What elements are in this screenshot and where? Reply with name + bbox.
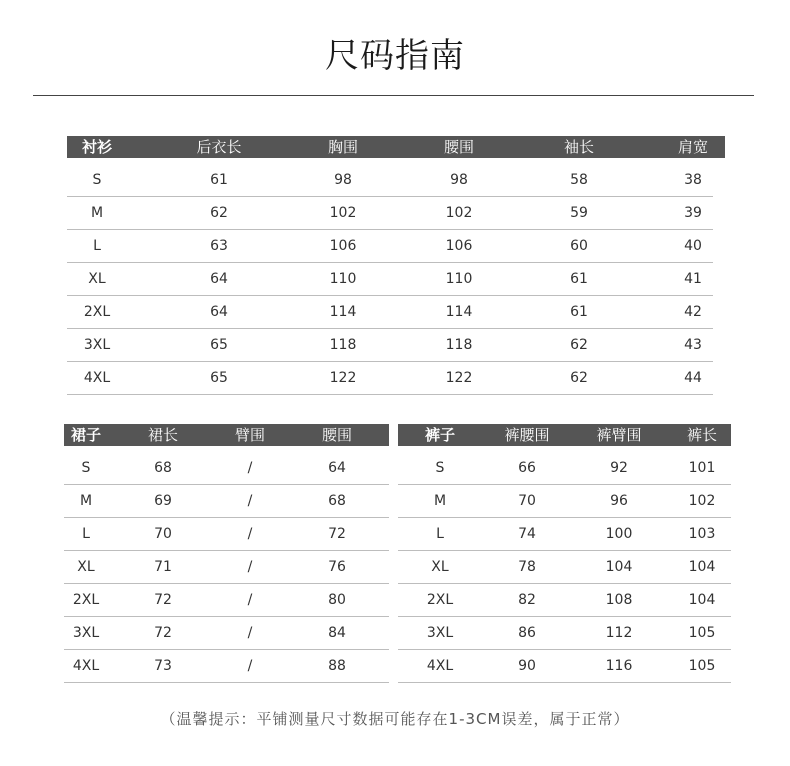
table-cell: 100 [605, 526, 633, 542]
table-cell: 39 [684, 205, 702, 221]
table-cell: 88 [328, 658, 346, 674]
table-row [64, 452, 389, 485]
table-row [398, 650, 731, 683]
table-cell: 58 [570, 172, 588, 188]
size-label: M [79, 493, 93, 509]
table-cell: 92 [610, 460, 628, 476]
table-cell: 61 [210, 172, 228, 188]
table-cell: 61 [570, 304, 588, 320]
column-header: 肩宽 [677, 138, 709, 156]
table-cell: 72 [154, 592, 172, 608]
table-cell: / [247, 658, 253, 674]
size-label: 4XL [72, 658, 100, 674]
table-row [67, 263, 725, 296]
table-cell: 102 [329, 205, 357, 221]
column-header: 裤子 [424, 426, 456, 444]
table-cell: 73 [154, 658, 172, 674]
table-cell: 104 [688, 559, 716, 575]
table-row [67, 296, 725, 329]
column-header: 衬衫 [81, 138, 113, 156]
column-header: 腰围 [443, 138, 475, 156]
table-cell: 76 [328, 559, 346, 575]
table-row [64, 551, 389, 584]
size-label: 3XL [426, 625, 454, 641]
column-header: 裙长 [147, 426, 179, 444]
table-cell: 80 [328, 592, 346, 608]
table-cell: 65 [210, 370, 228, 386]
table-cell: 64 [210, 304, 228, 320]
column-header: 裙子 [70, 426, 102, 444]
table-cell: 82 [518, 592, 536, 608]
table-cell: 104 [688, 592, 716, 608]
table-cell: 38 [684, 172, 702, 188]
size-label: 2XL [426, 592, 454, 608]
column-header: 胸围 [327, 138, 359, 156]
table-cell: 106 [445, 238, 473, 254]
size-label: L [436, 526, 444, 542]
column-header: 裤腰围 [504, 426, 550, 444]
size-label: L [82, 526, 90, 542]
table-cell: 62 [210, 205, 228, 221]
table-cell: 96 [610, 493, 628, 509]
table-row [67, 197, 725, 230]
column-header: 腰围 [321, 426, 353, 444]
size-label: L [93, 238, 101, 254]
size-label: S [92, 172, 102, 188]
table-cell: 98 [334, 172, 352, 188]
table-cell: 118 [329, 337, 357, 353]
table-cell: 60 [570, 238, 588, 254]
table-cell: 103 [688, 526, 716, 542]
table-cell: 42 [684, 304, 702, 320]
table-cell: 40 [684, 238, 702, 254]
table-cell: 59 [570, 205, 588, 221]
table-cell: / [247, 559, 253, 575]
size-label: S [81, 460, 91, 476]
table-row [398, 518, 731, 551]
table-cell: 105 [688, 658, 716, 674]
table-cell: / [247, 460, 253, 476]
table-row [398, 584, 731, 617]
table-cell: 110 [329, 271, 357, 287]
table-row [64, 617, 389, 650]
table-row [398, 617, 731, 650]
column-header: 裤臂围 [596, 426, 642, 444]
table-cell: 112 [605, 625, 633, 641]
table-cell: 68 [328, 493, 346, 509]
size-label: XL [77, 559, 95, 575]
table-cell: 108 [605, 592, 633, 608]
table-cell: 122 [445, 370, 473, 386]
table-row [64, 485, 389, 518]
shirt-header-row [67, 136, 725, 158]
table-cell: 78 [518, 559, 536, 575]
table-cell: / [247, 526, 253, 542]
table-cell: 122 [329, 370, 357, 386]
table-cell: 62 [570, 370, 588, 386]
table-cell: 86 [518, 625, 536, 641]
table-cell: 69 [154, 493, 172, 509]
table-cell: 63 [210, 238, 228, 254]
table-cell: 118 [445, 337, 473, 353]
table-row [398, 452, 731, 485]
table-cell: 106 [329, 238, 357, 254]
table-cell: / [247, 592, 253, 608]
table-cell: 66 [518, 460, 536, 476]
table-cell: 68 [154, 460, 172, 476]
column-header: 臂围 [234, 426, 266, 444]
table-cell: 72 [328, 526, 346, 542]
table-cell: 70 [154, 526, 172, 542]
skirt-header-row [64, 424, 389, 446]
table-cell: 62 [570, 337, 588, 353]
table-cell: 102 [688, 493, 716, 509]
pants-header-row [398, 424, 731, 446]
table-cell: / [247, 493, 253, 509]
table-row [64, 650, 389, 683]
table-cell: 64 [210, 271, 228, 287]
page-title: 尺码指南 [325, 36, 465, 76]
table-cell: 104 [605, 559, 633, 575]
table-cell: 61 [570, 271, 588, 287]
table-cell: / [247, 625, 253, 641]
table-row [67, 164, 725, 197]
table-cell: 114 [445, 304, 473, 320]
size-label: 2XL [83, 304, 111, 320]
size-label: M [90, 205, 104, 221]
table-cell: 70 [518, 493, 536, 509]
size-label: 4XL [83, 370, 111, 386]
table-row [64, 518, 389, 551]
size-label: S [435, 460, 445, 476]
table-row [67, 329, 725, 362]
table-cell: 116 [605, 658, 633, 674]
table-cell: 110 [445, 271, 473, 287]
table-row [64, 584, 389, 617]
table-cell: 84 [328, 625, 346, 641]
row-divider [64, 682, 389, 683]
table-cell: 90 [518, 658, 536, 674]
row-divider [398, 682, 731, 683]
table-cell: 101 [688, 460, 716, 476]
title-divider [33, 95, 754, 96]
column-header: 袖长 [563, 138, 595, 156]
table-cell: 74 [518, 526, 536, 542]
row-divider [67, 394, 713, 395]
table-cell: 43 [684, 337, 702, 353]
size-label: 4XL [426, 658, 454, 674]
table-cell: 44 [684, 370, 702, 386]
table-cell: 71 [154, 559, 172, 575]
table-row [67, 230, 725, 263]
size-label: 3XL [72, 625, 100, 641]
table-cell: 72 [154, 625, 172, 641]
size-label: XL [88, 271, 106, 287]
size-label: M [433, 493, 447, 509]
column-header: 裤长 [686, 426, 718, 444]
column-header: 后衣长 [196, 138, 242, 156]
size-label: 2XL [72, 592, 100, 608]
table-row [398, 551, 731, 584]
table-cell: 102 [445, 205, 473, 221]
table-cell: 105 [688, 625, 716, 641]
table-cell: 64 [328, 460, 346, 476]
table-cell: 65 [210, 337, 228, 353]
measurement-note: （温馨提示：平铺测量尺寸数据可能存在1-3CM误差，属于正常） [160, 710, 630, 728]
table-cell: 114 [329, 304, 357, 320]
table-cell: 41 [684, 271, 702, 287]
size-label: XL [431, 559, 449, 575]
table-row [398, 485, 731, 518]
table-row [67, 362, 725, 395]
table-cell: 98 [450, 172, 468, 188]
size-label: 3XL [83, 337, 111, 353]
